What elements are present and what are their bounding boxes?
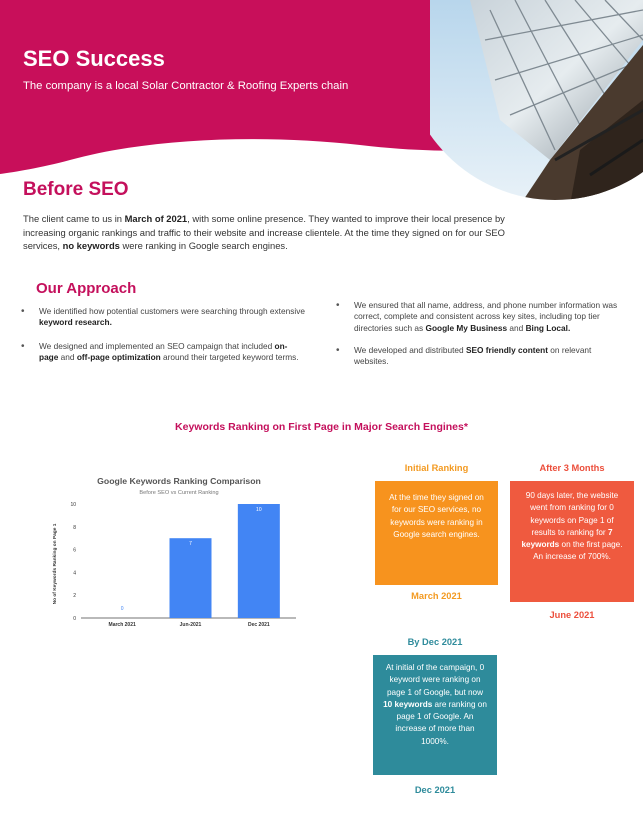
three-months-footer: June 2021 — [549, 610, 595, 620]
chart-title: Google Keywords Ranking Comparison — [97, 476, 261, 486]
by-dec-title: By Dec 2021 — [407, 637, 463, 647]
solar-panel-photo — [430, 0, 643, 205]
y-tick-label: 6 — [73, 547, 76, 554]
chart-ylabel: No of Keywords Ranking on Page 1 — [53, 523, 58, 605]
initial-ranking-footer: March 2021 — [411, 591, 462, 601]
x-tick-label: Jun-2021 — [179, 622, 202, 628]
keywords-section-title: Keywords Ranking on First Page in Major Search Engines* — [175, 421, 468, 433]
three-months-title: After 3 Months — [539, 463, 605, 473]
bar-data-label: 7 — [189, 541, 192, 548]
approach-item: • We designed and implemented an SEO campaign that included on-page and off-page optimization around their targeted keyword terms. — [21, 341, 306, 364]
bar — [170, 538, 212, 618]
y-tick-label: 8 — [73, 524, 76, 531]
y-tick-label: 4 — [73, 570, 76, 577]
initial-ranking-box: At the time they signed on for our SEO services, no keywords were ranking in Google search engines. — [375, 481, 498, 585]
page-subtitle: The company is a local Solar Contractor & Roofing Experts chain — [23, 80, 349, 92]
initial-ranking-title: Initial Ranking — [404, 463, 469, 473]
approach-item: • We developed and distributed SEO friendly content on relevant websites. — [336, 345, 626, 368]
chart-subtitle: Before SEO vs Current Ranking — [139, 490, 219, 496]
by-dec-footer: Dec 2021 — [414, 785, 456, 795]
y-tick-label: 0 — [73, 616, 76, 622]
bar-data-label: 0 — [120, 606, 124, 612]
y-tick-label: 10 — [70, 502, 76, 508]
before-seo-paragraph: The client came to us in March of 2021, with some online presence. They wanted to improve their local presence by increasing organic rankings and traffic to their website and increase clientele. At the time they signed on for our SEO services, no keywords were ranking in Google search engines. — [23, 213, 505, 251]
before-seo-heading: Before SEO — [23, 179, 129, 200]
x-tick-label: March 2021 — [108, 622, 136, 628]
bar-data-label: 10 — [256, 507, 262, 513]
keywords-bar-chart — [48, 472, 340, 634]
approach-heading: Our Approach — [36, 280, 137, 297]
approach-item: • We ensured that all name, address, and phone number information was correct, complete and consistent across key sites, including top tier directories such as Google My Business and Bing Local. — [336, 300, 626, 334]
x-tick-label: Dec 2021 — [247, 622, 270, 628]
y-tick-label: 2 — [73, 593, 76, 600]
page-title: SEO Success — [23, 46, 165, 71]
bar — [238, 504, 280, 618]
approach-item: • We identified how potential customers were searching through extensive keyword research. — [21, 306, 306, 329]
by-dec-box: At initial of the campaign, 0 keyword were ranking on page 1 of Google, but now 10 keywords are ranking on page 1 of Google. An increase of more than 1000%. — [373, 655, 497, 775]
approach-list-right — [336, 300, 626, 378]
approach-list-left — [21, 306, 306, 374]
three-months-box: 90 days later, the website went from ranking for 0 keywords on Page 1 of results to ranking for 7 keywords on the first page. An increase of 700%. — [510, 481, 634, 602]
